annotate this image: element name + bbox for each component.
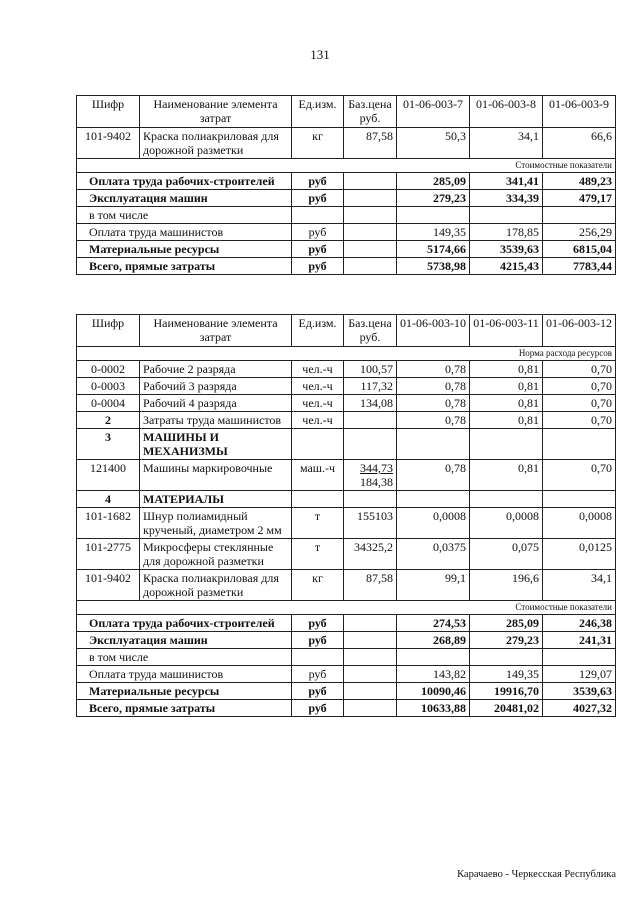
cell-value: 0,70 [543, 395, 616, 412]
summary-row [77, 700, 616, 717]
cell-value [470, 491, 543, 508]
summary-unit: руб [292, 190, 344, 207]
summary-unit [292, 649, 344, 666]
cell-unit: чел.-ч [292, 361, 344, 378]
summary-value [543, 649, 616, 666]
cell-unit: т [292, 539, 344, 570]
cell-unit: чел.-ч [292, 412, 344, 429]
cell-name: Затраты труда машинистов [140, 412, 292, 429]
cell-value: 0,78 [397, 412, 470, 429]
summary-body-1 [77, 173, 616, 275]
cell-value: 0,0125 [543, 539, 616, 570]
summary-empty [344, 683, 397, 700]
cell-code: 0-0003 [77, 378, 140, 395]
cell-value: 0,70 [543, 460, 616, 491]
summary-value: 129,07 [543, 666, 616, 683]
summary-row [77, 258, 616, 275]
cell-price: 34325,2 [344, 539, 397, 570]
cell-code: 0-0004 [77, 395, 140, 412]
cell-code: 101-1682 [77, 508, 140, 539]
estimate-table-2 [76, 314, 616, 717]
cell-unit: чел.-ч [292, 395, 344, 412]
cell-value: 0,0008 [543, 508, 616, 539]
header-col3: 01-06-003-12 [543, 315, 616, 347]
table-row [77, 395, 616, 412]
cell-value: 0,81 [470, 460, 543, 491]
table-header-row [77, 96, 616, 128]
header-code: Шифр [77, 315, 140, 347]
norm-label-row [77, 347, 616, 361]
summary-value [397, 207, 470, 224]
cell-name: МАШИНЫ И МЕХАНИЗМЫ [140, 429, 292, 460]
cell-value: 0,075 [470, 539, 543, 570]
summary-value: 479,17 [543, 190, 616, 207]
summary-value: 143,82 [397, 666, 470, 683]
table-row [77, 361, 616, 378]
summary-value: 334,39 [470, 190, 543, 207]
footer-region: Карачаево - Черкесская Республика [457, 869, 616, 880]
table-row [77, 429, 616, 460]
cell-value [397, 429, 470, 460]
summary-label: в том числе [77, 649, 292, 666]
summary-empty [344, 632, 397, 649]
summary-value: 279,23 [470, 632, 543, 649]
summary-value: 7783,44 [543, 258, 616, 275]
summary-body-2 [77, 615, 616, 717]
cell-price [344, 429, 397, 460]
summary-row [77, 190, 616, 207]
cell-value: 34,1 [543, 570, 616, 601]
cell-unit: кг [292, 128, 344, 159]
summary-unit: руб [292, 224, 344, 241]
summary-row [77, 632, 616, 649]
cell-unit [292, 491, 344, 508]
section-label: Стоимостные показатели [77, 601, 616, 615]
cell-unit: маш.-ч [292, 460, 344, 491]
cell-code: 101-9402 [77, 570, 140, 601]
cell-value: 0,81 [470, 378, 543, 395]
header-name: Наименование элемента затрат [140, 96, 292, 128]
header-col2: 01-06-003-8 [470, 96, 543, 128]
header-unit: Ед.изм. [292, 315, 344, 347]
cell-value: 196,6 [470, 570, 543, 601]
summary-empty [344, 666, 397, 683]
summary-row [77, 649, 616, 666]
cell-value: 0,0375 [397, 539, 470, 570]
cell-value [543, 491, 616, 508]
summary-label: Оплата труда машинистов [77, 224, 292, 241]
header-col3: 01-06-003-9 [543, 96, 616, 128]
cell-value: 0,70 [543, 378, 616, 395]
cell-value: 34,1 [470, 128, 543, 159]
section-label-row [77, 159, 616, 173]
summary-unit [292, 207, 344, 224]
header-base-price: Баз.цена руб. [344, 315, 397, 347]
summary-unit: руб [292, 683, 344, 700]
cell-code: 2 [77, 412, 140, 429]
summary-value: 20481,02 [470, 700, 543, 717]
table-row [77, 570, 616, 601]
summary-value: 5738,98 [397, 258, 470, 275]
cell-name: МАТЕРИАЛЫ [140, 491, 292, 508]
cell-name: Краска полиакриловая для дорожной разметки [140, 128, 292, 159]
summary-value: 246,38 [543, 615, 616, 632]
summary-label: Эксплуатация машин [77, 632, 292, 649]
summary-value: 4027,32 [543, 700, 616, 717]
summary-unit: руб [292, 632, 344, 649]
cell-value: 0,0008 [470, 508, 543, 539]
summary-empty [344, 649, 397, 666]
summary-value: 10633,88 [397, 700, 470, 717]
section-label-row [77, 601, 616, 615]
cell-price: 155103 [344, 508, 397, 539]
summary-value: 3539,63 [543, 683, 616, 700]
summary-label: Материальные ресурсы [77, 683, 292, 700]
summary-row [77, 683, 616, 700]
summary-unit: руб [292, 666, 344, 683]
summary-empty [344, 700, 397, 717]
summary-unit: руб [292, 615, 344, 632]
summary-row [77, 666, 616, 683]
cell-value: 0,0008 [397, 508, 470, 539]
table-row [77, 508, 616, 539]
cell-value: 66,6 [543, 128, 616, 159]
cell-name: Шнур полиамидный крученый, диаметром 2 мм [140, 508, 292, 539]
summary-value: 274,53 [397, 615, 470, 632]
table-row [77, 539, 616, 570]
summary-row [77, 207, 616, 224]
summary-empty [344, 258, 397, 275]
table-row [77, 491, 616, 508]
header-unit: Ед.изм. [292, 96, 344, 128]
summary-label: Всего, прямые затраты [77, 258, 292, 275]
summary-value: 279,23 [397, 190, 470, 207]
section-label: Стоимостные показатели [77, 159, 616, 173]
summary-label: Материальные ресурсы [77, 241, 292, 258]
summary-unit: руб [292, 241, 344, 258]
summary-value [543, 207, 616, 224]
cell-price [344, 412, 397, 429]
price-secondary: 184,38 [360, 475, 393, 489]
cell-name: Рабочие 2 разряда [140, 361, 292, 378]
summary-row [77, 615, 616, 632]
cell-value: 0,78 [397, 378, 470, 395]
cell-value [470, 429, 543, 460]
cell-unit: кг [292, 570, 344, 601]
cell-value: 99,1 [397, 570, 470, 601]
summary-unit: руб [292, 700, 344, 717]
cell-price: 87,58 [344, 128, 397, 159]
summary-value [397, 649, 470, 666]
summary-empty [344, 207, 397, 224]
resource-body [77, 361, 616, 601]
summary-value: 149,35 [470, 666, 543, 683]
summary-value: 149,35 [397, 224, 470, 241]
summary-value: 285,09 [397, 173, 470, 190]
summary-value: 178,85 [470, 224, 543, 241]
summary-row [77, 241, 616, 258]
cell-code: 0-0002 [77, 361, 140, 378]
table-row [77, 412, 616, 429]
summary-unit: руб [292, 173, 344, 190]
page-number: 131 [310, 47, 330, 62]
summary-empty [344, 615, 397, 632]
summary-value: 241,31 [543, 632, 616, 649]
cell-code: 4 [77, 491, 140, 508]
cell-name: Микросферы стеклянные для дорожной разметки [140, 539, 292, 570]
summary-empty [344, 173, 397, 190]
summary-unit: руб [292, 258, 344, 275]
cell-code: 3 [77, 429, 140, 460]
header-col2: 01-06-003-11 [470, 315, 543, 347]
cell-name: Краска полиакриловая для дорожной разметки [140, 570, 292, 601]
table-row [77, 128, 616, 159]
cell-value [543, 429, 616, 460]
header-code: Шифр [77, 96, 140, 128]
cell-value: 0,70 [543, 361, 616, 378]
cell-value: 0,81 [470, 361, 543, 378]
cell-price [344, 460, 397, 491]
header-col1: 01-06-003-10 [397, 315, 470, 347]
cell-value: 0,78 [397, 361, 470, 378]
summary-value: 5174,66 [397, 241, 470, 258]
cell-code: 101-2775 [77, 539, 140, 570]
cell-value: 0,70 [543, 412, 616, 429]
summary-value [470, 207, 543, 224]
cell-value: 0,81 [470, 412, 543, 429]
cell-value: 0,78 [397, 395, 470, 412]
summary-label: Оплата труда машинистов [77, 666, 292, 683]
header-col1: 01-06-003-7 [397, 96, 470, 128]
cell-value [397, 491, 470, 508]
cell-price [344, 491, 397, 508]
summary-empty [344, 224, 397, 241]
summary-value: 285,09 [470, 615, 543, 632]
header-name: Наименование элемента затрат [140, 315, 292, 347]
summary-label: Оплата труда рабочих-строителей [77, 615, 292, 632]
summary-value: 268,89 [397, 632, 470, 649]
cell-price: 134,08 [344, 395, 397, 412]
cell-unit [292, 429, 344, 460]
summary-value: 10090,46 [397, 683, 470, 700]
cell-value: 50,3 [397, 128, 470, 159]
cell-price: 87,58 [344, 570, 397, 601]
summary-row [77, 173, 616, 190]
summary-value: 3539,63 [470, 241, 543, 258]
cell-unit: чел.-ч [292, 378, 344, 395]
summary-label: Всего, прямые затраты [77, 700, 292, 717]
cell-code: 101-9402 [77, 128, 140, 159]
norm-label: Норма расхода ресурсов [77, 347, 616, 361]
summary-row [77, 224, 616, 241]
summary-empty [344, 241, 397, 258]
summary-value: 6815,04 [543, 241, 616, 258]
summary-empty [344, 190, 397, 207]
summary-value: 19916,70 [470, 683, 543, 700]
cell-value: 0,78 [397, 460, 470, 491]
summary-value: 4215,43 [470, 258, 543, 275]
summary-value: 341,41 [470, 173, 543, 190]
summary-label: в том числе [77, 207, 292, 224]
estimate-table-1 [76, 95, 616, 275]
table-row [77, 378, 616, 395]
summary-value: 256,29 [543, 224, 616, 241]
cell-value: 0,81 [470, 395, 543, 412]
summary-value: 489,23 [543, 173, 616, 190]
cell-unit: т [292, 508, 344, 539]
header-base-price: Баз.цена руб. [344, 96, 397, 128]
cell-name: Рабочий 3 разряда [140, 378, 292, 395]
price-primary: 344,73 [360, 461, 393, 475]
cell-price: 117,32 [344, 378, 397, 395]
table-row [77, 460, 616, 491]
cell-code: 121400 [77, 460, 140, 491]
cell-name: Машины маркировочные [140, 460, 292, 491]
table-header-row [77, 315, 616, 347]
summary-label: Эксплуатация машин [77, 190, 292, 207]
cell-name: Рабочий 4 разряда [140, 395, 292, 412]
cell-price: 100,57 [344, 361, 397, 378]
summary-value [470, 649, 543, 666]
summary-label: Оплата труда рабочих-строителей [77, 173, 292, 190]
